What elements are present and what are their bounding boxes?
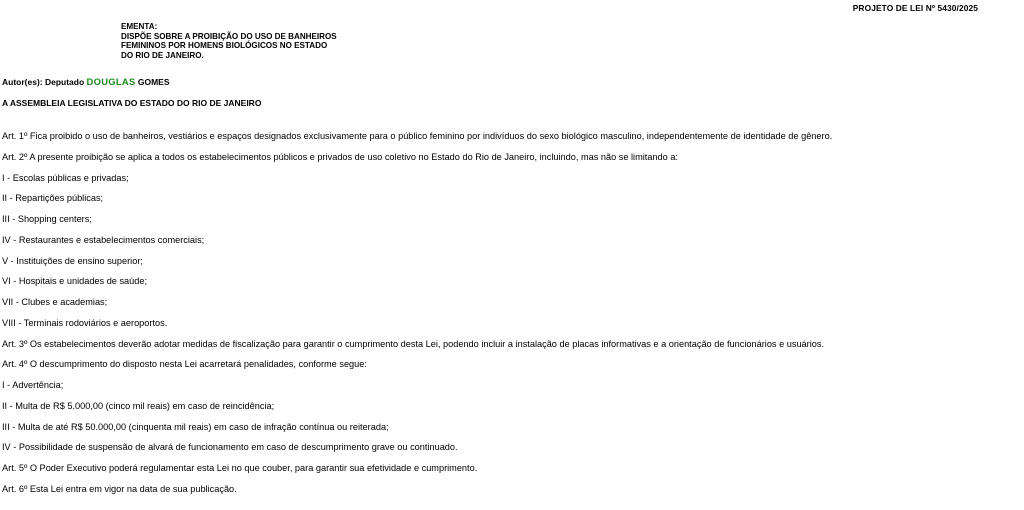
assembly-heading: A ASSEMBLEIA LEGISLATIVA DO ESTADO DO RIO DE JANEIRO [2, 98, 262, 108]
article-2-item: IV - Restaurantes e estabelecimentos comerciais; [2, 234, 205, 245]
article-2-item: III - Shopping centers; [2, 214, 92, 224]
author-name-link[interactable]: DOUGLAS [86, 76, 136, 87]
article-5: Art. 5º O Poder Executivo poderá regulamentar esta Lei no que couber, para garantir sua efetividade e cumprimento. [2, 463, 478, 473]
article-2-item: VII - Clubes e academias; [2, 297, 108, 307]
article-2-item: II - Repartições públicas; [2, 193, 104, 204]
ementa-label: EMENTA: [121, 22, 158, 31]
article-2-item: VIII - Terminais rodoviários e aeroportos. [2, 317, 168, 328]
article-1: Art. 1º Fica proibido o uso de banheiros, vestiários e espaços designados exclusivamente para o público feminino por indivíduos do sexo biológico masculino, independentemente de identidade de gênero. [2, 131, 833, 141]
article-2-item: V - Instituições de ensino superior; [2, 255, 143, 266]
article-4-item: IV - Possibilidade de suspensão de alvará de funcionamento em caso de descumprimento grave ou continuado. [2, 442, 458, 453]
bill-body [2, 126, 1016, 500]
bill-number: PROJETO DE LEI Nº 5430/2025 [852, 3, 978, 13]
article-4-item: III - Multa de até R$ 50.000,00 (cinquenta mil reais) em caso de infração contínua ou reiterada; [2, 421, 389, 432]
author-label: Autor(es): Deputado [2, 77, 87, 87]
article-2-item: I - Escolas públicas e privadas; [2, 172, 129, 183]
ementa-line: DISPÕE SOBRE A PROIBIÇÃO DO USO DE BANHEIROS [121, 31, 337, 41]
author-surname: GOMES [135, 77, 170, 87]
ementa-line: DO RIO DE JANEIRO. [121, 50, 204, 60]
article-4-item: I - Advertência; [2, 380, 64, 390]
article-2-item: VI - Hospitais e unidades de saúde; [2, 276, 148, 287]
article-4: Art. 4º O descumprimento do disposto nesta Lei acarretará penalidades, conforme segue: [2, 359, 367, 370]
ementa-line: FEMININOS POR HOMENS BIOLÓGICOS NO ESTADO [121, 41, 328, 50]
author-line [2, 76, 170, 87]
ementa-block [121, 22, 337, 60]
article-2: Art. 2º A presente proibição se aplica a todos os estabelecimentos públicos e privados de uso coletivo no Estado do Rio de Janeiro, incluindo, mas não se limitando a: [2, 151, 678, 162]
article-4-item: II - Multa de R$ 5.000,00 (cinco mil reais) em caso de reincidência; [2, 400, 275, 411]
article-3: Art. 3º Os estabelecimentos deverão adotar medidas de fiscalização para garantir o cumprimento desta Lei, podendo incluir a instalação de placas informativas e a orientação de funcionários e usuários. [2, 338, 825, 349]
article-6: Art. 6º Esta Lei entra em vigor na data de sua publicação. [2, 483, 237, 494]
